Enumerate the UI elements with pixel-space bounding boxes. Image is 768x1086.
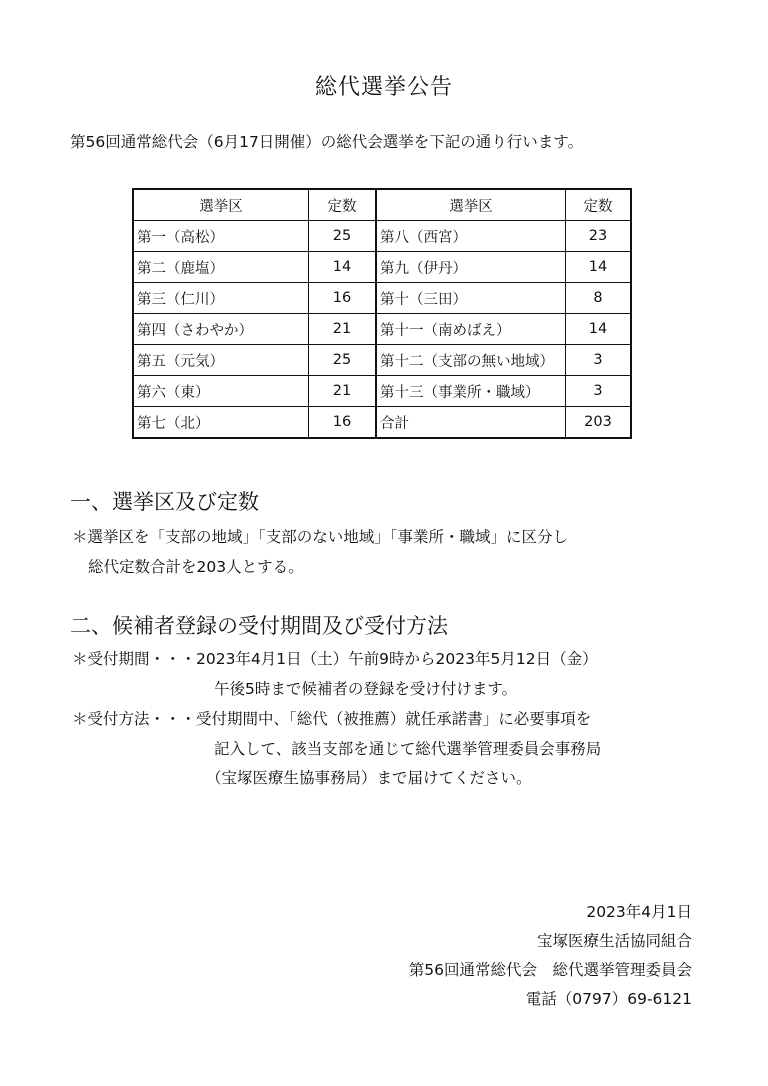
- table-header-row: [133, 189, 631, 221]
- table-header-district: 選挙区: [376, 189, 566, 221]
- section1-line1: ＊選挙区を「支部の地域」「支部のない地域」「事業所・職域」に区分し: [72, 528, 569, 546]
- table-header-seats: 定数: [309, 189, 377, 221]
- seats-cell: 21: [309, 314, 377, 345]
- page-title: 総代選挙公告: [314, 75, 453, 100]
- footer-org: 宝塚医療生活協同組合: [536, 932, 692, 950]
- seats-cell: 8: [566, 283, 632, 314]
- total-label-cell: 合計: [376, 407, 566, 439]
- district-cell: 第六（東）: [133, 376, 309, 407]
- seats-cell: 21: [309, 376, 377, 407]
- table-row: [133, 283, 631, 314]
- section1-line2: 総代定数合計を203人とする。: [88, 558, 304, 576]
- district-cell: 第九（伊丹）: [376, 252, 566, 283]
- intro-text: 第56回通常総代会（6月17日開催）の総代会選挙を下記の通り行います。: [70, 133, 584, 151]
- district-cell: 第十一（南めばえ）: [376, 314, 566, 345]
- seats-cell: 25: [309, 345, 377, 376]
- method-line2: 記入して、該当支部を通じて総代選挙管理委員会事務局: [214, 740, 602, 758]
- section2-heading: 二、候補者登録の受付期間及び受付方法: [70, 614, 448, 638]
- table-row: [133, 376, 631, 407]
- district-cell: 第一（高松）: [133, 221, 309, 252]
- seats-cell: 16: [309, 407, 377, 439]
- seats-cell: 23: [566, 221, 632, 252]
- footer-committee: 第56回通常総代会 総代選挙管理委員会: [408, 961, 692, 979]
- footer-date: 2023年4月1日: [586, 903, 692, 921]
- footer-phone: 電話（0797）69-6121: [525, 990, 692, 1008]
- method-line3: （宝塚医療生協事務局）まで届けてください。: [206, 769, 532, 787]
- section1-heading: 一、選挙区及び定数: [70, 490, 259, 514]
- period-line2: 午後5時まで候補者の登録を受け付けます。: [214, 680, 518, 698]
- table-row: [133, 221, 631, 252]
- seats-cell: 3: [566, 345, 632, 376]
- table-row: [133, 252, 631, 283]
- seats-cell: 3: [566, 376, 632, 407]
- district-cell: 第七（北）: [133, 407, 309, 439]
- district-cell: 第十（三田）: [376, 283, 566, 314]
- seats-cell: 16: [309, 283, 377, 314]
- method-line1: ＊受付方法・・・受付期間中、「総代（被推薦）就任承諾書」に必要事項を: [72, 710, 592, 728]
- table-header-district: 選挙区: [133, 189, 309, 221]
- table-header-seats: 定数: [566, 189, 632, 221]
- district-cell: 第十二（支部の無い地域）: [376, 345, 566, 376]
- period-line1: ＊受付期間・・・2023年4月1日（土）午前9時から2023年5月12日（金）: [72, 650, 598, 668]
- seats-cell: 14: [566, 314, 632, 345]
- district-cell: 第八（西宮）: [376, 221, 566, 252]
- district-cell: 第四（さわやか）: [133, 314, 309, 345]
- district-cell: 第十三（事業所・職域）: [376, 376, 566, 407]
- table-row: [133, 314, 631, 345]
- total-seats-cell: 203: [566, 407, 632, 439]
- seats-cell: 25: [309, 221, 377, 252]
- table-row: [133, 407, 631, 439]
- seats-cell: 14: [566, 252, 632, 283]
- table-row: [133, 345, 631, 376]
- district-table: [132, 188, 632, 439]
- district-cell: 第五（元気）: [133, 345, 309, 376]
- district-cell: 第二（鹿塩）: [133, 252, 309, 283]
- district-cell: 第三（仁川）: [133, 283, 309, 314]
- seats-cell: 14: [309, 252, 377, 283]
